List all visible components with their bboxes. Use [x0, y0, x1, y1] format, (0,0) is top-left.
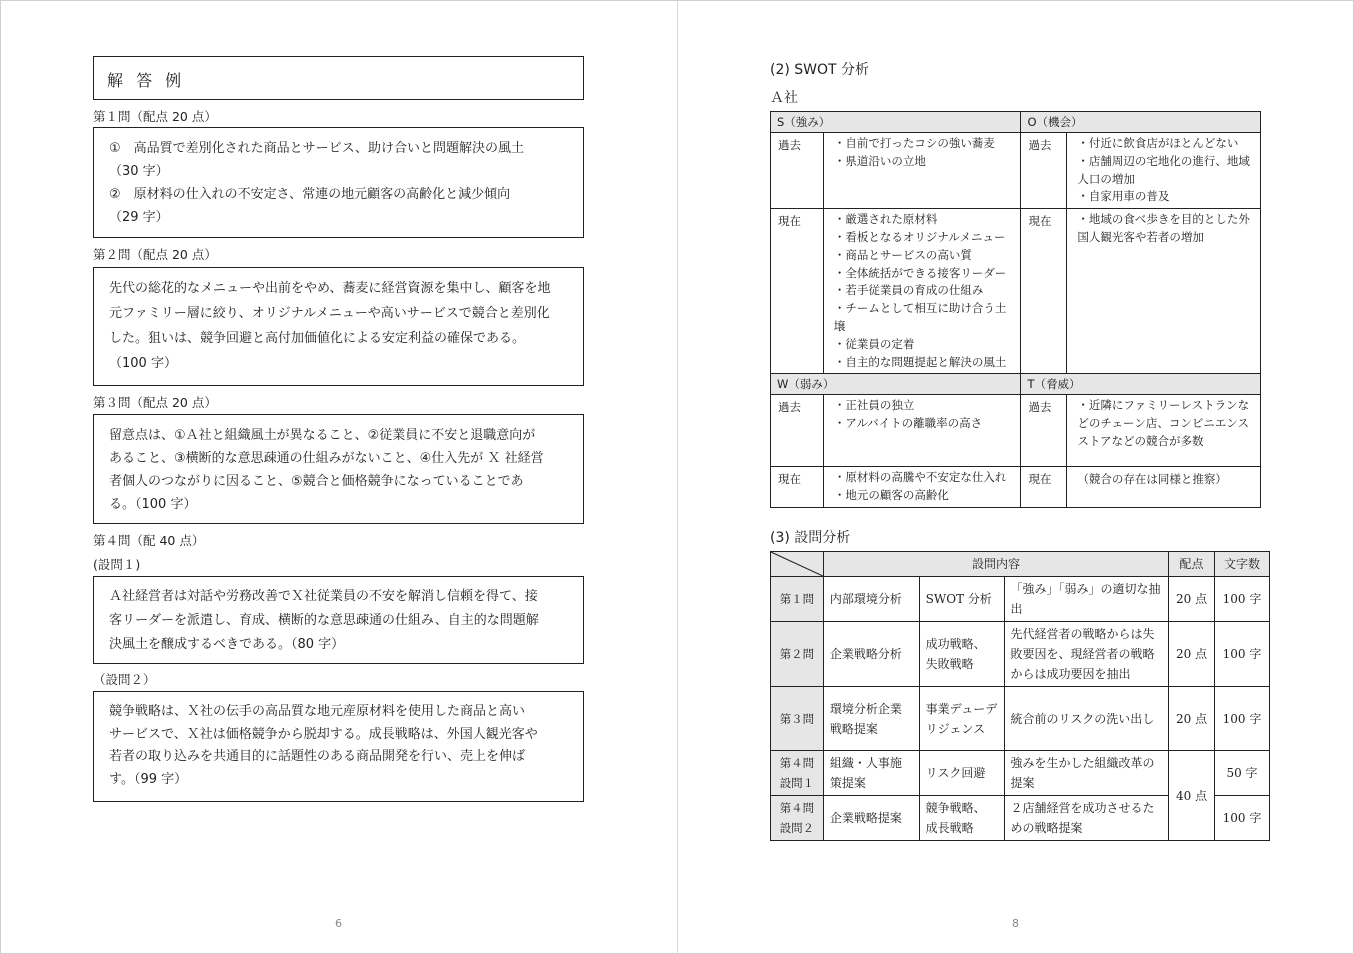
table-row	[771, 577, 1270, 622]
q1-answer-box	[93, 127, 584, 238]
question-analysis-heading: (3) 設問分析	[770, 530, 851, 546]
points-value: 20 点	[1169, 687, 1215, 751]
threat-label: T（脅威）	[1021, 374, 1261, 395]
qtable-header-row	[771, 552, 1270, 577]
analysis-method: 競争戦略、成長戦略	[919, 796, 1004, 841]
table-row	[771, 687, 1270, 751]
list-item: ・ 従業員の定着	[834, 336, 1017, 354]
analysis-type: 内部環境分析	[823, 577, 919, 622]
header-chars: 文字数	[1215, 552, 1270, 577]
present-label: 現在	[1021, 209, 1067, 374]
table-row	[771, 751, 1270, 796]
list-item: ・ 自前で打ったコシの強い蕎麦	[834, 135, 1017, 153]
q3-line: る。（100 字）	[109, 497, 197, 512]
q1-line: ② 原材料の仕入れの不安定さ、常連の地元顧客の高齢化と減少傾向	[109, 187, 511, 202]
opportunity-present-cell	[1067, 209, 1261, 374]
past-label: 過去	[1021, 395, 1067, 467]
present-label: 現在	[771, 209, 824, 374]
swot-row-so-present	[771, 209, 1261, 374]
analysis-detail: ２店舗経営を成功させるための戦略提案	[1004, 796, 1169, 841]
points-value: 20 点	[1169, 622, 1215, 687]
page-divider	[677, 1, 678, 954]
q3-line: 留意点は、①Ａ社と組織風土が異なること、②従業員に不安と退職意向が	[109, 428, 536, 443]
weakness-present-cell	[823, 467, 1021, 508]
past-label: 過去	[771, 133, 824, 209]
q2-heading: 第２問（配点 20 点）	[93, 247, 217, 262]
analysis-type: 企業戦略分析	[823, 622, 919, 687]
q1-line: ① 高品質で差別化された商品とサービス、助け合いと問題解決の風土	[109, 141, 525, 156]
list-item: ・ 全体統括ができる接客リーダー	[834, 265, 1017, 283]
analysis-type: 企業戦略提案	[823, 796, 919, 841]
analysis-method: SWOT 分析	[919, 577, 1004, 622]
analysis-type: 組織・人事施策提案	[823, 751, 919, 796]
present-label: 現在	[1021, 467, 1067, 508]
list-item: ・ 自家用車の普及	[1077, 188, 1256, 206]
strength-present-cell	[823, 209, 1021, 374]
q4-sub2-line: 若者の取り込みを共通目的に話題性のある商品開発を行い、売上を伸ば	[109, 749, 526, 764]
chars-value: 100 字	[1215, 687, 1270, 751]
question-number: 第２問	[771, 622, 824, 687]
q4-sub2-line: サービスで、Ｘ社は価格競争から脱却する。成長戦略は、外国人観光客や	[109, 726, 538, 742]
q3-line: 者個人のつながりに因ること、⑤競合と価格競争になっていることであ	[109, 474, 524, 489]
past-label: 過去	[771, 395, 824, 467]
opportunity-past-cell	[1067, 133, 1261, 209]
points-value: 20 点	[1169, 577, 1215, 622]
analysis-method: 事業デューデリジェンス	[919, 687, 1004, 751]
page-number-left: 6	[335, 917, 342, 930]
swot-heading: (2) SWOT 分析	[770, 62, 870, 78]
q2-line: 先代の総花的なメニューや出前をやめ、蕎麦に経営資源を集中し、顧客を地	[109, 281, 551, 296]
chars-value: 100 字	[1215, 577, 1270, 622]
q1-heading: 第１問（配点 20 点）	[93, 109, 217, 124]
list-item: ・ 厳選された原材料	[834, 211, 1017, 229]
swot-row-wt-past	[771, 395, 1261, 467]
list-item: ・ 地元の顧客の高齢化	[834, 487, 1017, 505]
analysis-detail: 先代経営者の戦略からは失敗要因を、現経営者の戦略からは成功要因を抽出	[1004, 622, 1169, 687]
threat-present-cell	[1067, 467, 1261, 508]
threat-present-note: （競合の存在は同様と推察）	[1077, 472, 1227, 487]
q3-line: あること、③横断的な意思疎通の仕組みがないこと、④仕入先が Ｘ 社経営	[109, 451, 544, 466]
left-page	[1, 1, 677, 954]
list-item: ・ 正社員の独立	[834, 397, 1017, 415]
list-item: ・ 自主的な問題提起と解決の風土	[834, 354, 1017, 372]
q1-line: （30 字）	[109, 164, 169, 179]
q4-sub1-answer-box	[93, 576, 584, 664]
page-number-right: 8	[1012, 917, 1019, 930]
question-analysis-table	[770, 551, 1270, 841]
q3-heading: 第３問（配点 20 点）	[93, 395, 217, 410]
analysis-type: 環境分析企業戦略提案	[823, 687, 919, 751]
present-label: 現在	[771, 467, 824, 508]
swot-table	[770, 111, 1261, 508]
header-points: 配点	[1169, 552, 1215, 577]
chars-value: 100 字	[1215, 796, 1270, 841]
diagonal-header-cell	[771, 552, 824, 577]
strength-past-cell	[823, 133, 1021, 209]
q4-sub2-heading: （設問２）	[93, 672, 156, 687]
list-item: ・ 近隣にファミリーレストランなどのチェーン店、コンビニエンスストアなどの競合が多数	[1077, 397, 1256, 450]
analysis-method: 成功戦略、失敗戦略	[919, 622, 1004, 687]
list-item: ・ 地域の食べ歩きを目的とした外国人観光客や若者の増加	[1077, 211, 1256, 247]
q3-answer-box	[93, 414, 584, 524]
question-number: 第３問	[771, 687, 824, 751]
weakness-label: W（弱み）	[771, 374, 1021, 395]
q2-answer-box	[93, 267, 584, 386]
q2-line: （100 字）	[109, 356, 177, 371]
question-number: 第１問	[771, 577, 824, 622]
analysis-detail: 「強み」「弱み」の適切な抽出	[1004, 577, 1169, 622]
header-content: 設問内容	[823, 552, 1168, 577]
list-item: ・ 県道沿いの立地	[834, 153, 1017, 171]
list-item: ・ 付近に飲食店がほとんどない	[1077, 135, 1256, 153]
points-value: 40 点	[1169, 751, 1215, 841]
table-row	[771, 622, 1270, 687]
answer-title: 解 答 例	[93, 56, 584, 100]
swot-header-row-wt	[771, 374, 1261, 395]
list-item: ・ 原材料の高騰や不安定な仕入れ	[834, 469, 1017, 487]
q2-line: 元ファミリー層に絞り、オリジナルメニューや高いサービスで競合と差別化	[109, 306, 550, 321]
strength-label: S（強み）	[771, 112, 1021, 133]
q4-heading: 第４問（配 40 点）	[93, 533, 205, 548]
q4-sub1-heading: (設問１)	[93, 557, 141, 572]
question-number: 第４問設問１	[771, 751, 824, 796]
q4-sub1-line: 決風土を醸成するべきである。（80 字）	[109, 637, 345, 652]
q4-sub2-line: す。（99 字）	[109, 771, 188, 787]
q1-line: （29 字）	[109, 210, 169, 225]
q4-sub1-line: Ａ社経営者は対話や労務改善でＸ社従業員の不安を解消し信頼を得て、接	[109, 589, 538, 604]
list-item: ・ アルバイトの離職率の高さ	[834, 415, 1017, 433]
list-item: ・ 商品とサービスの高い質	[834, 247, 1017, 265]
company-label: Ａ社	[770, 90, 798, 106]
list-item: ・ 看板となるオリジナルメニュー	[834, 229, 1017, 247]
q4-sub2-line: 競争戦略は、Ｘ社の伝手の高品質な地元産原材料を使用した商品と高い	[109, 704, 526, 719]
q2-line: した。狙いは、競争回避と高付加価値化による安定利益の確保である。	[109, 331, 526, 346]
analysis-method: リスク回避	[919, 751, 1004, 796]
analysis-detail: 統合前のリスクの洗い出し	[1004, 687, 1169, 751]
swot-row-wt-present	[771, 467, 1261, 508]
opportunity-label: O（機会）	[1021, 112, 1261, 133]
list-item: ・ チームとして相互に助け合う土壌	[834, 300, 1017, 336]
list-item: ・ 店舗周辺の宅地化の進行、地域人口の増加	[1077, 153, 1256, 189]
question-number: 第４問設問２	[771, 796, 824, 841]
chars-value: 100 字	[1215, 622, 1270, 687]
q4-sub2-answer-box	[93, 691, 584, 802]
analysis-detail: 強みを生かした組織改革の提案	[1004, 751, 1169, 796]
past-label: 過去	[1021, 133, 1067, 209]
swot-header-row-so	[771, 112, 1261, 133]
q4-sub1-line: 客リーダーを派遣し、育成、横断的な意思疎通の仕組み、自主的な問題解	[109, 613, 539, 628]
list-item: ・ 若手従業員の育成の仕組み	[834, 282, 1017, 300]
threat-past-cell	[1067, 395, 1261, 467]
swot-row-so-past	[771, 133, 1261, 209]
chars-value: 50 字	[1215, 751, 1270, 796]
weakness-past-cell	[823, 395, 1021, 467]
